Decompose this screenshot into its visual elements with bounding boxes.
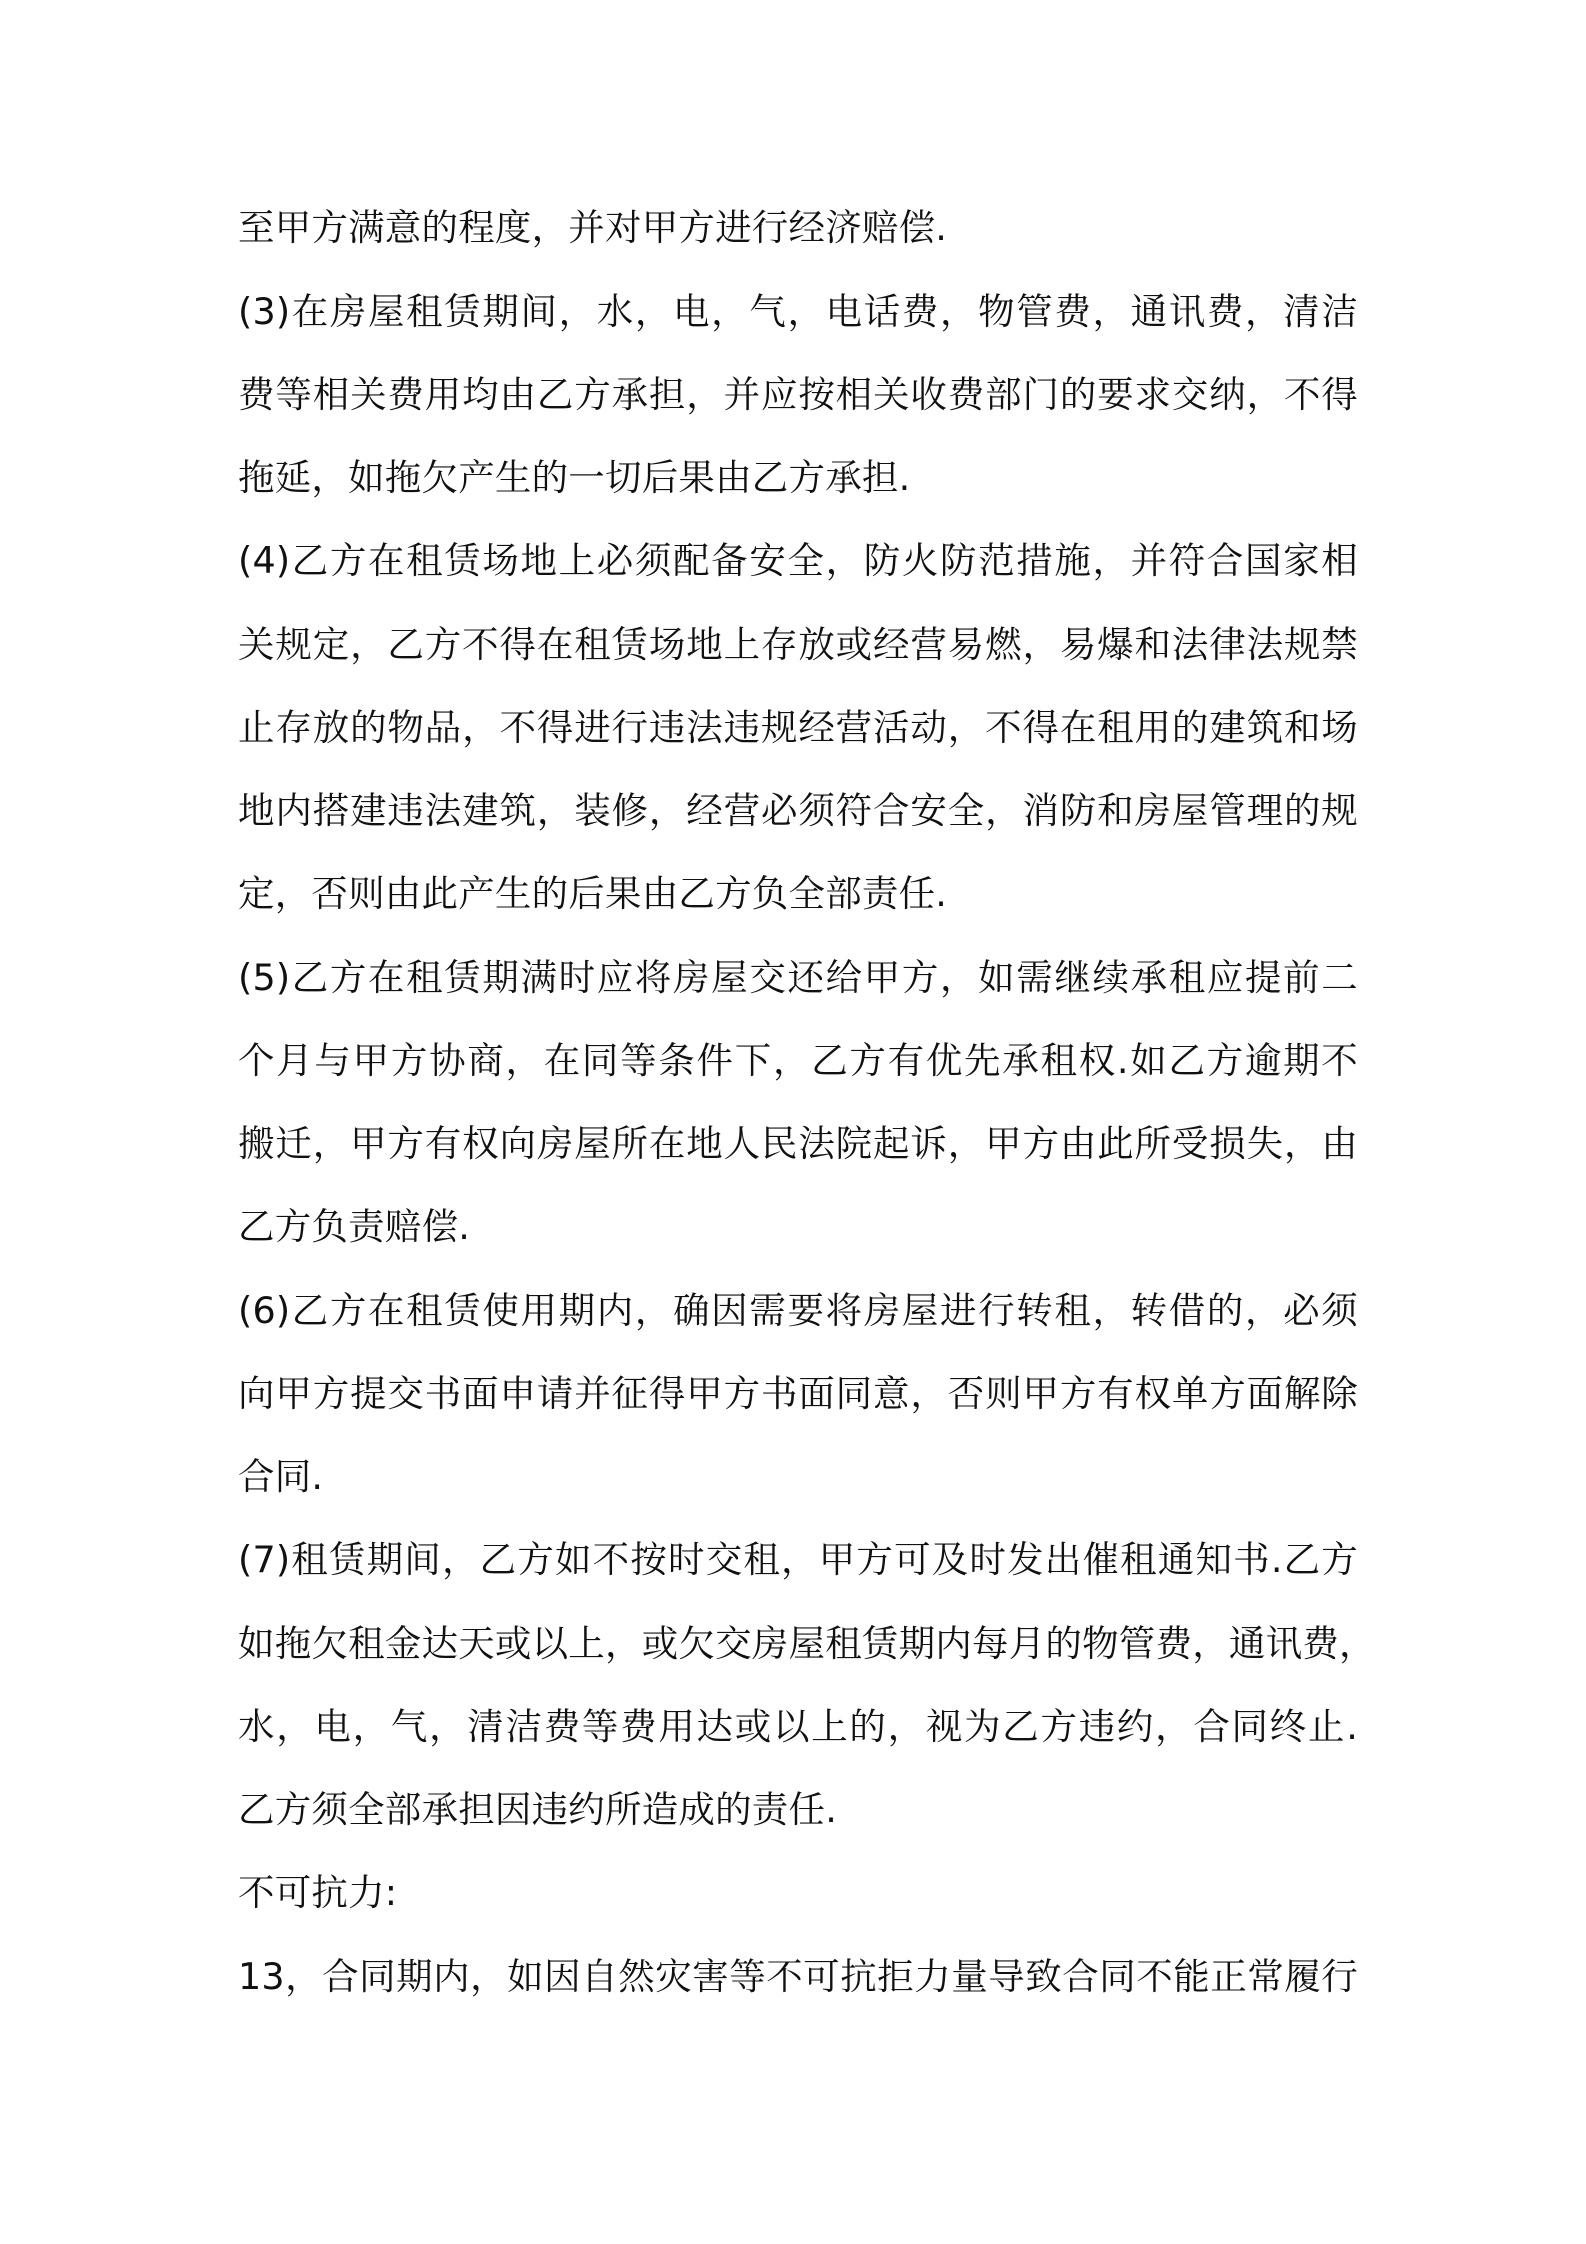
text-line: 地内搭建违法建筑，装修，经营必须符合安全，消防和房屋管理的规 bbox=[238, 789, 1358, 832]
text-line: (5)乙方在租赁期满时应将房屋交还给甲方，如需继续承租应提前二 bbox=[238, 956, 1358, 999]
text-line: 关规定，乙方不得在租赁场地上存放或经营易燃，易爆和法律法规禁 bbox=[238, 623, 1358, 666]
text-line: (3)在房屋租赁期间，水，电，气，电话费，物管费，通讯费，清洁 bbox=[238, 290, 1358, 333]
text-line: 合同. bbox=[238, 1455, 324, 1498]
text-line: 13，合同期内，如因自然灾害等不可抗拒力量导致合同不能正常履行 bbox=[238, 1955, 1358, 1998]
text-line: 乙方负责赔偿. bbox=[238, 1205, 471, 1248]
text-line: 拖延，如拖欠产生的一切后果由乙方承担. bbox=[238, 456, 911, 499]
text-line: (4)乙方在租赁场地上必须配备安全，防火防范措施，并符合国家相 bbox=[238, 539, 1358, 582]
text-line: (7)租赁期间，乙方如不按时交租，甲方可及时发出催租通知书.乙方 bbox=[238, 1538, 1358, 1581]
text-line: 向甲方提交书面申请并征得甲方书面同意，否则甲方有权单方面解除 bbox=[238, 1372, 1358, 1415]
text-line: 如拖欠租金达天或以上，或欠交房屋租赁期内每月的物管费，通讯费， bbox=[238, 1622, 1376, 1665]
text-line: 费等相关费用均由乙方承担，并应按相关收费部门的要求交纳，不得 bbox=[238, 373, 1358, 416]
text-line: 个月与甲方协商，在同等条件下，乙方有优先承租权.如乙方逾期不 bbox=[238, 1039, 1358, 1082]
section-heading: 不可抗力: bbox=[238, 1871, 398, 1914]
text-line: 乙方须全部承担因违约所造成的责任. bbox=[238, 1788, 838, 1831]
text-line: 至甲方满意的程度，并对甲方进行经济赔偿. bbox=[238, 206, 948, 249]
text-line: 定，否则由此产生的后果由乙方负全部责任. bbox=[238, 872, 948, 915]
text-line: (6)乙方在租赁使用期内，确因需要将房屋进行转租，转借的，必须 bbox=[238, 1289, 1358, 1332]
text-line: 搬迁，甲方有权向房屋所在地人民法院起诉，甲方由此所受损失，由 bbox=[238, 1122, 1358, 1165]
text-line: 水，电，气，清洁费等费用达或以上的，视为乙方违约，合同终止. bbox=[238, 1705, 1358, 1748]
text-line: 止存放的物品，不得进行违法违规经营活动，不得在租用的建筑和场 bbox=[238, 706, 1358, 749]
